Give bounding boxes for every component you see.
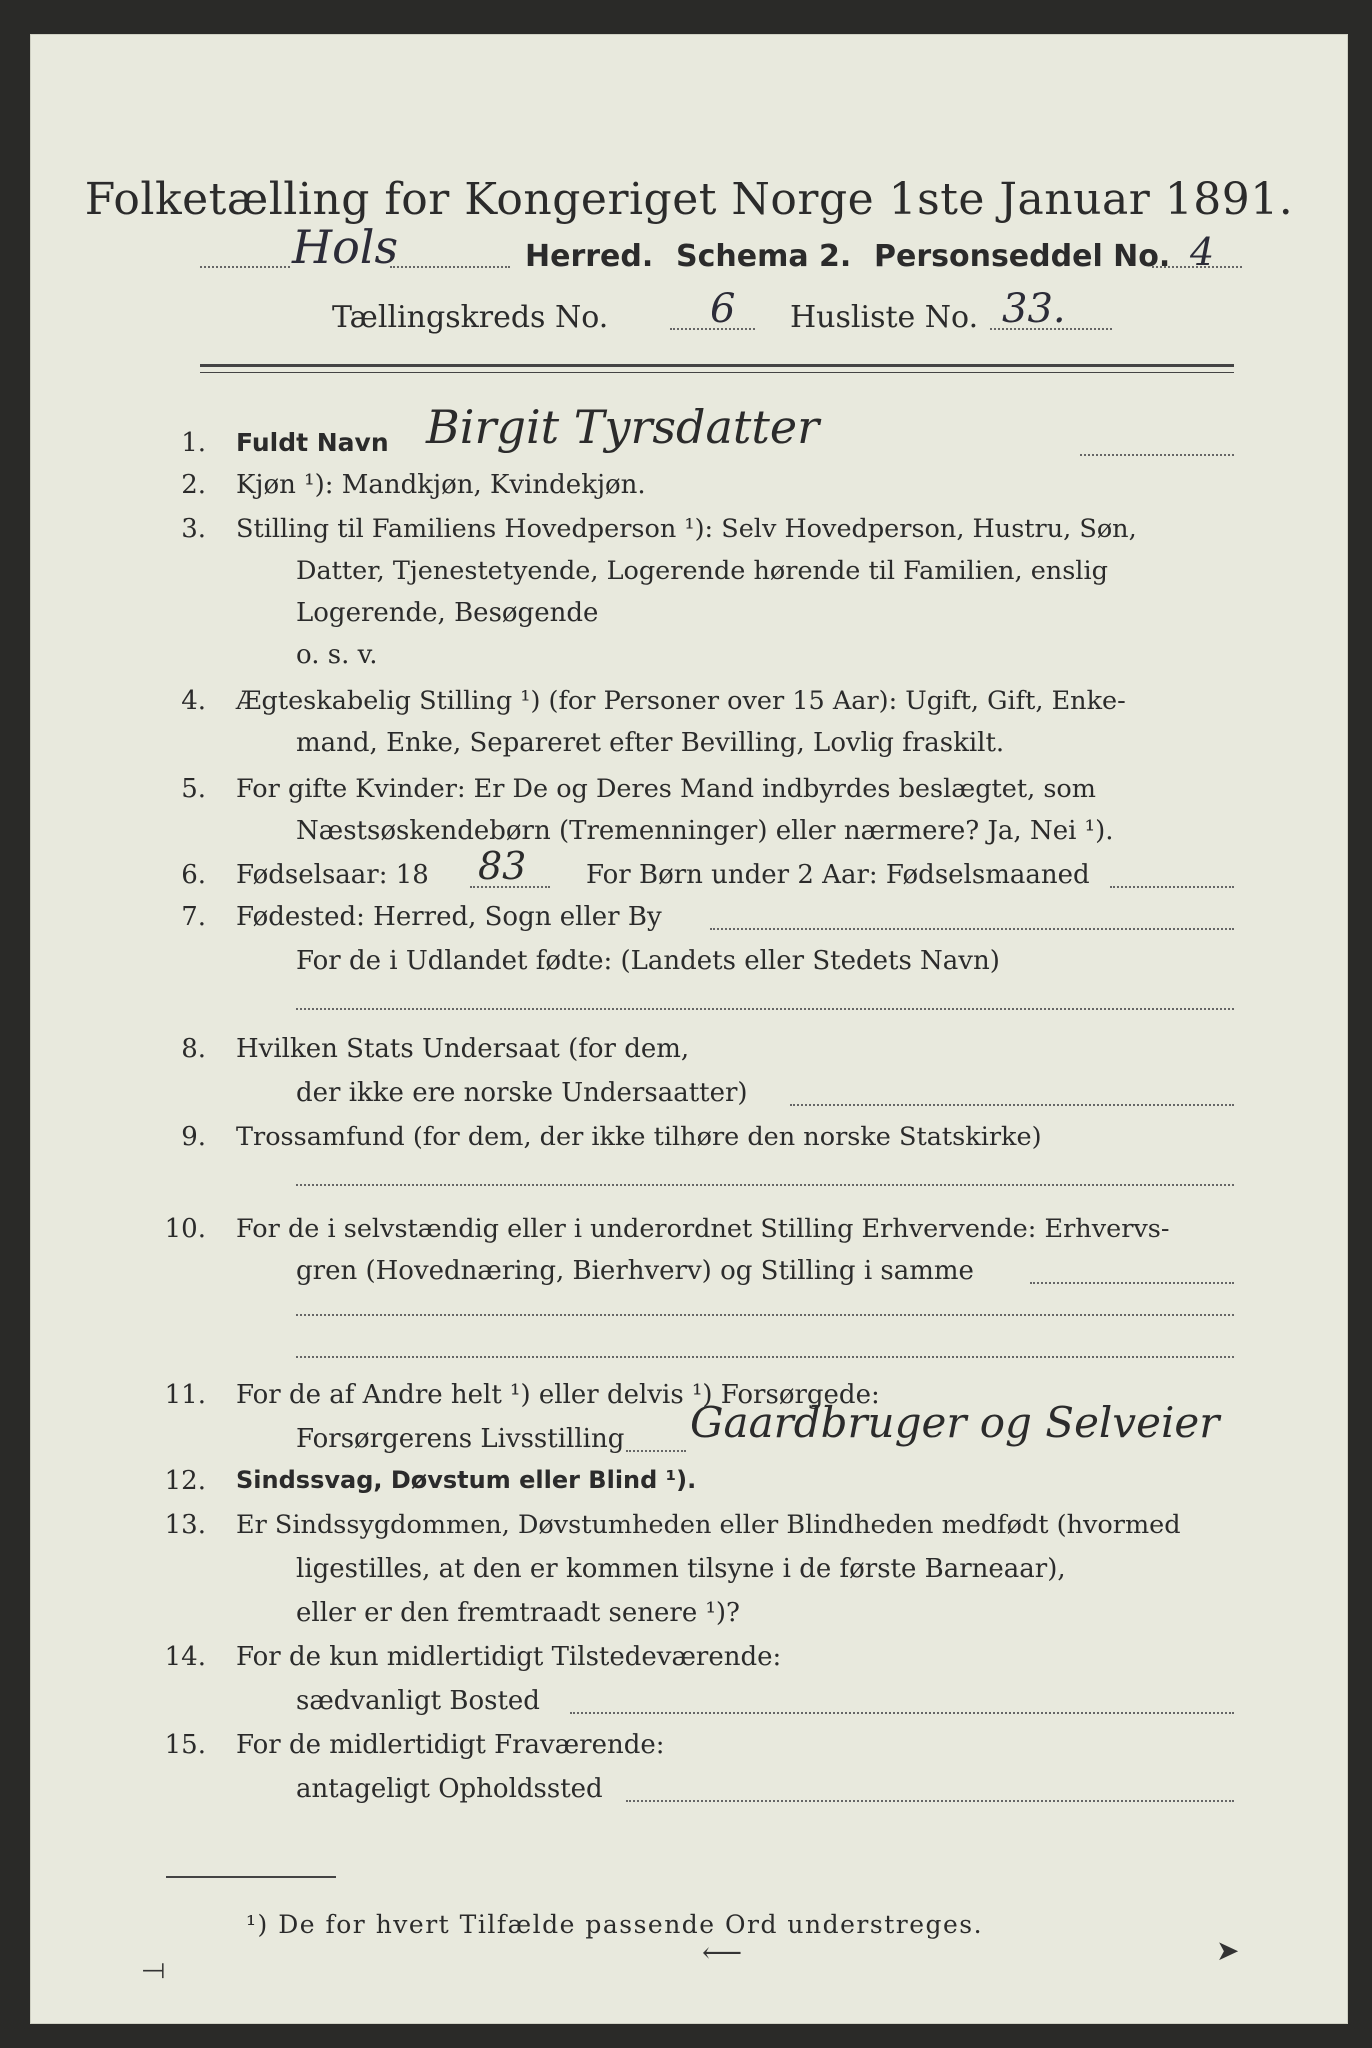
herred-dots [200, 266, 290, 268]
temporary-absent-label: For de midlertidigt Fraværende: [236, 1730, 665, 1760]
birthplace-dots [710, 928, 1234, 930]
item-number: 8. [181, 1034, 206, 1064]
stray-mark-icon: ⟵ [702, 1936, 743, 1969]
supported-label: For de af Andre helt ¹) eller delvis ¹) Forsørgede: [236, 1380, 880, 1410]
disability-label: Sindssvag, Døvstum eller Blind ¹). [236, 1466, 697, 1494]
item-number: 2. [181, 470, 206, 500]
birth-year-dots [470, 886, 550, 888]
taellingskreds-label: Tællingskreds No. [332, 300, 609, 335]
married-women-label: For gifte Kvinder: Er De og Deres Mand indbyrdes beslægtet, som [236, 774, 1096, 804]
family-position-label: Stilling til Familiens Hovedperson ¹): Selv Hovedperson, Hustru, Søn, [236, 514, 1137, 544]
religion-dots [296, 1184, 1234, 1186]
taellingskreds-value: 6 [710, 286, 736, 332]
item-number: 12. [164, 1466, 206, 1496]
form-title: Folketælling for Kongeriget Norge 1ste Januar 1891. [84, 174, 1294, 225]
item-number: 10. [164, 1214, 206, 1244]
occupation-dots [1030, 1282, 1234, 1284]
sex-label: Kjøn ¹): Mandkjøn, Kvindekjøn. [236, 470, 646, 500]
birthplace-line2: For de i Udlandet fødte: (Landets eller Stedets Navn) [296, 946, 1000, 976]
birthplace-blank-dots [296, 1008, 1234, 1010]
full-name-value: Birgit Tyrsdatter [426, 400, 820, 454]
occupation-blank-dots-1 [296, 1314, 1234, 1316]
birth-month-label: For Børn under 2 Aar: Fødselsmaaned [586, 860, 1090, 890]
herred-dots-2 [390, 266, 510, 268]
probable-whereabouts-label: antageligt Opholdssted [296, 1774, 603, 1804]
family-position-line4: o. s. v. [296, 640, 378, 670]
usual-residence-label: sædvanligt Bosted [296, 1686, 540, 1716]
herred-label: Herred. [525, 239, 654, 274]
item-number: 3. [181, 514, 206, 544]
occupation-line2: gren (Hovednæring, Bierhverv) og Stilling i samme [296, 1256, 974, 1286]
disability-origin-line3: eller er den fremtraadt senere ¹)? [296, 1598, 740, 1628]
temporary-present-label: For de kun midlertidigt Tilstedeværende: [236, 1642, 782, 1672]
supporter-dots [626, 1450, 686, 1452]
item-number: 14. [164, 1642, 206, 1672]
birth-year-label: Fødselsaar: 18 [236, 860, 429, 890]
occupation-label: For de i selvstændig eller i underordnet Stilling Erhvervende: Erhvervs- [236, 1214, 1170, 1244]
husliste-dots [990, 328, 1112, 330]
footnote: ¹) De for hvert Tilfælde passende Ord understreges. [246, 1910, 984, 1939]
citizenship-line2: der ikke ere norske Undersaatter) [296, 1078, 748, 1108]
occupation-blank-dots-2 [296, 1356, 1234, 1358]
item-number: 6. [181, 860, 206, 890]
personseddel-value: 4 [1190, 230, 1215, 274]
husliste-value: 33. [1002, 286, 1066, 332]
marital-status-line2: mand, Enke, Separeret efter Bevilling, Lovlig fraskilt. [296, 728, 1005, 758]
usual-residence-dots [570, 1712, 1234, 1714]
husliste-label: Husliste No. [790, 300, 979, 335]
probable-whereabouts-dots [626, 1800, 1234, 1802]
personseddel-label: Personseddel No. [874, 239, 1171, 274]
family-position-line3: Logerende, Besøgende [296, 598, 599, 628]
taellingskreds-dots [670, 328, 755, 330]
disability-origin-line2: ligestilles, at den er kommen tilsyne i de første Barneaar), [296, 1554, 1066, 1584]
citizenship-dots [790, 1104, 1234, 1106]
item-number: 15. [164, 1730, 206, 1760]
birthplace-label: Fødested: Herred, Sogn eller By [236, 902, 662, 932]
full-name-dots [1080, 454, 1234, 456]
birth-month-dots [1110, 886, 1234, 888]
item-number: 7. [181, 902, 206, 932]
citizenship-label: Hvilken Stats Undersaat (for dem, [236, 1034, 690, 1064]
stray-mark-icon: ➤ [1216, 1934, 1240, 1967]
marital-status-label: Ægteskabelig Stilling ¹) (for Personer over 15 Aar): Ugift, Gift, Enke- [236, 686, 1126, 716]
census-form-sheet [30, 34, 1348, 2024]
herred-value: Hols [292, 220, 399, 274]
item-number: 13. [164, 1510, 206, 1540]
stray-mark-icon: ⟞ [142, 1952, 166, 1985]
item-number: 5. [181, 774, 206, 804]
item-number: 11. [164, 1380, 206, 1410]
footnote-rule [166, 1876, 336, 1878]
family-position-line2: Datter, Tjenestetyende, Logerende hørende til Familien, enslig [296, 556, 1108, 586]
header-rule-top [200, 364, 1234, 367]
item-number: 1. [181, 428, 206, 458]
disability-origin-label: Er Sindssygdommen, Døvstumheden eller Blindheden medfødt (hvormed [236, 1510, 1181, 1540]
supporter-occupation-label: Forsørgerens Livsstilling [296, 1424, 625, 1454]
item-number: 9. [181, 1122, 206, 1152]
supporter-occupation-value: Gaardbruger og Selveier [690, 1398, 1220, 1447]
personseddel-dots [1152, 266, 1242, 268]
item-number: 4. [181, 686, 206, 716]
header-rule-bottom [200, 372, 1234, 373]
religion-label: Trossamfund (for dem, der ikke tilhøre den norske Statskirke) [236, 1122, 1042, 1152]
married-women-line2: Næstsøskendebørn (Tremenninger) eller nærmere? Ja, Nei ¹). [296, 816, 1114, 846]
full-name-label: Fuldt Navn [236, 428, 389, 457]
schema-label: Schema 2. [676, 239, 852, 274]
birth-year-value: 83 [478, 844, 527, 888]
